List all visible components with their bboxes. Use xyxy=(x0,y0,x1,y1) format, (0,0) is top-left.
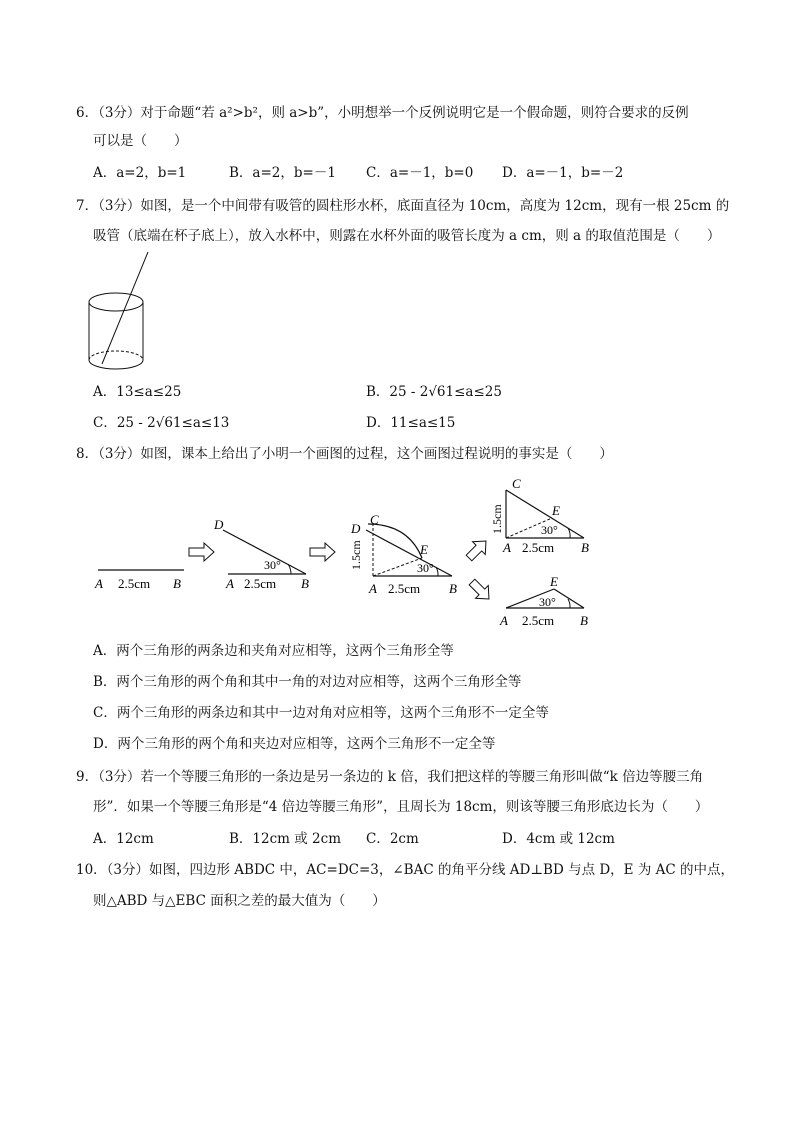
q8-option-c: C．两个三角形的两条边和其中一边对角对应相等，这两个三角形不一定全等 xyxy=(93,705,549,721)
label-e: E xyxy=(420,542,428,557)
q8-stem-line1: 8．（3分）如图，课本上给出了小明一个画图的过程，这个画图过程说明的事实是（ ） xyxy=(76,446,613,462)
label-height: 1.5cm xyxy=(349,540,363,570)
label-d: D xyxy=(351,521,361,536)
result-triangle-right xyxy=(490,476,589,555)
label-b: B xyxy=(173,576,181,591)
label-angle: 30° xyxy=(417,561,434,575)
q9-option-d: D．4cm 或 12cm xyxy=(502,831,615,847)
drawing-process-figure xyxy=(88,472,608,632)
q6-option-d: D．a=－1，b=－2 xyxy=(502,165,624,181)
label-len: 2.5cm xyxy=(244,576,277,591)
q7-option-d: D．11≤a≤15 xyxy=(366,415,456,431)
label-e: E xyxy=(550,574,558,589)
q7-option-a: A．13≤a≤25 xyxy=(93,384,182,400)
label-angle: 30° xyxy=(264,558,281,572)
q6-stem-line2: 可以是（ ） xyxy=(93,133,188,149)
arrow-right-icon xyxy=(310,543,335,561)
step1-segment xyxy=(94,570,184,591)
q7-option-b: B．25 - 2√61≤a≤25 xyxy=(366,384,502,400)
q10-stem-line2: 则△ABD 与△EBC 面积之差的最大值为（ ） xyxy=(93,893,386,909)
step2-angle xyxy=(213,517,309,591)
arrow-up-right-icon xyxy=(463,535,493,565)
label-c: C xyxy=(370,512,379,527)
q9-option-c: C．2cm xyxy=(366,831,419,847)
q9-stem-line2: 形”．如果一个等腰三角形是“4 倍边等腰三角形”，且周长为 18cm，则该等腰三角形底边长为（ ） xyxy=(93,799,709,815)
label-len: 2.5cm xyxy=(522,540,555,555)
label-angle: 30° xyxy=(539,595,556,609)
label-c: C xyxy=(512,476,521,491)
label-len: 2.5cm xyxy=(522,613,555,628)
q6-option-c: C．a=－1，b=0 xyxy=(366,165,474,181)
label-len: 2.5cm xyxy=(118,576,151,591)
q6-option-a: A．a=2，b=1 xyxy=(93,165,187,181)
label-b: B xyxy=(449,581,457,596)
label-b: B xyxy=(301,576,309,591)
q6-stem-line1: 6．（3分）对于命题“若 a²>b²，则 a>b”，小明想举一个反例说明它是一个假命题，则符合要求的反例 xyxy=(76,105,689,121)
q9-option-a: A．12cm xyxy=(93,831,154,847)
label-a: A xyxy=(369,581,377,596)
result-triangle-obtuse xyxy=(499,574,588,628)
label-d: D xyxy=(214,517,224,532)
q7-stem-line2: 吸管（底端在杯子底上），放入水杯中，则露在水杯外面的吸管长度为 a cm，则 a 的取值范围是（ ） xyxy=(93,228,721,244)
label-a: A xyxy=(95,576,103,591)
q9-option-b: B．12cm 或 2cm xyxy=(229,831,341,847)
q9-stem-line1: 9．（3分）若一个等腰三角形的一条边是另一条边的 k 倍，我们把这样的等腰三角形叫做“k 倍边等腰三角 xyxy=(76,769,704,785)
q6-option-b: B．a=2，b=－1 xyxy=(229,165,336,181)
label-b: B xyxy=(581,540,589,555)
arrow-down-right-icon xyxy=(466,576,496,606)
label-height: 1.5cm xyxy=(490,504,504,534)
step3-construction xyxy=(349,512,457,596)
label-e: E xyxy=(552,503,560,518)
label-a: A xyxy=(226,576,234,591)
q8-option-d: D．两个三角形的两个角和夹边对应相等，这两个三角形不一定全等 xyxy=(93,736,496,752)
label-b: B xyxy=(580,613,588,628)
arrow-right-icon xyxy=(189,543,214,561)
q7-stem-line1: 7．（3分）如图，是一个中间带有吸管的圆柱形水杯，底面直径为 10cm，高度为 12cm，现有一根 25cm 的 xyxy=(76,198,730,214)
q8-option-a: A．两个三角形的两条边和夹角对应相等，这两个三角形全等 xyxy=(93,643,454,659)
label-len: 2.5cm xyxy=(388,581,421,596)
label-angle: 30° xyxy=(541,523,558,537)
q7-option-c: C．25 - 2√61≤a≤13 xyxy=(93,415,230,431)
label-a: A xyxy=(500,613,508,628)
q10-stem-line1: 10．（3分）如图，四边形 ABDC 中，AC=DC=3，∠BAC 的角平分线 AD⊥BD 与点 D，E 为 AC 的中点， xyxy=(76,862,734,878)
label-a: A xyxy=(503,540,511,555)
q8-option-b: B．两个三角形的两个角和其中一角的对边对应相等，这两个三角形全等 xyxy=(93,674,522,690)
cup-with-straw-figure xyxy=(86,248,166,374)
